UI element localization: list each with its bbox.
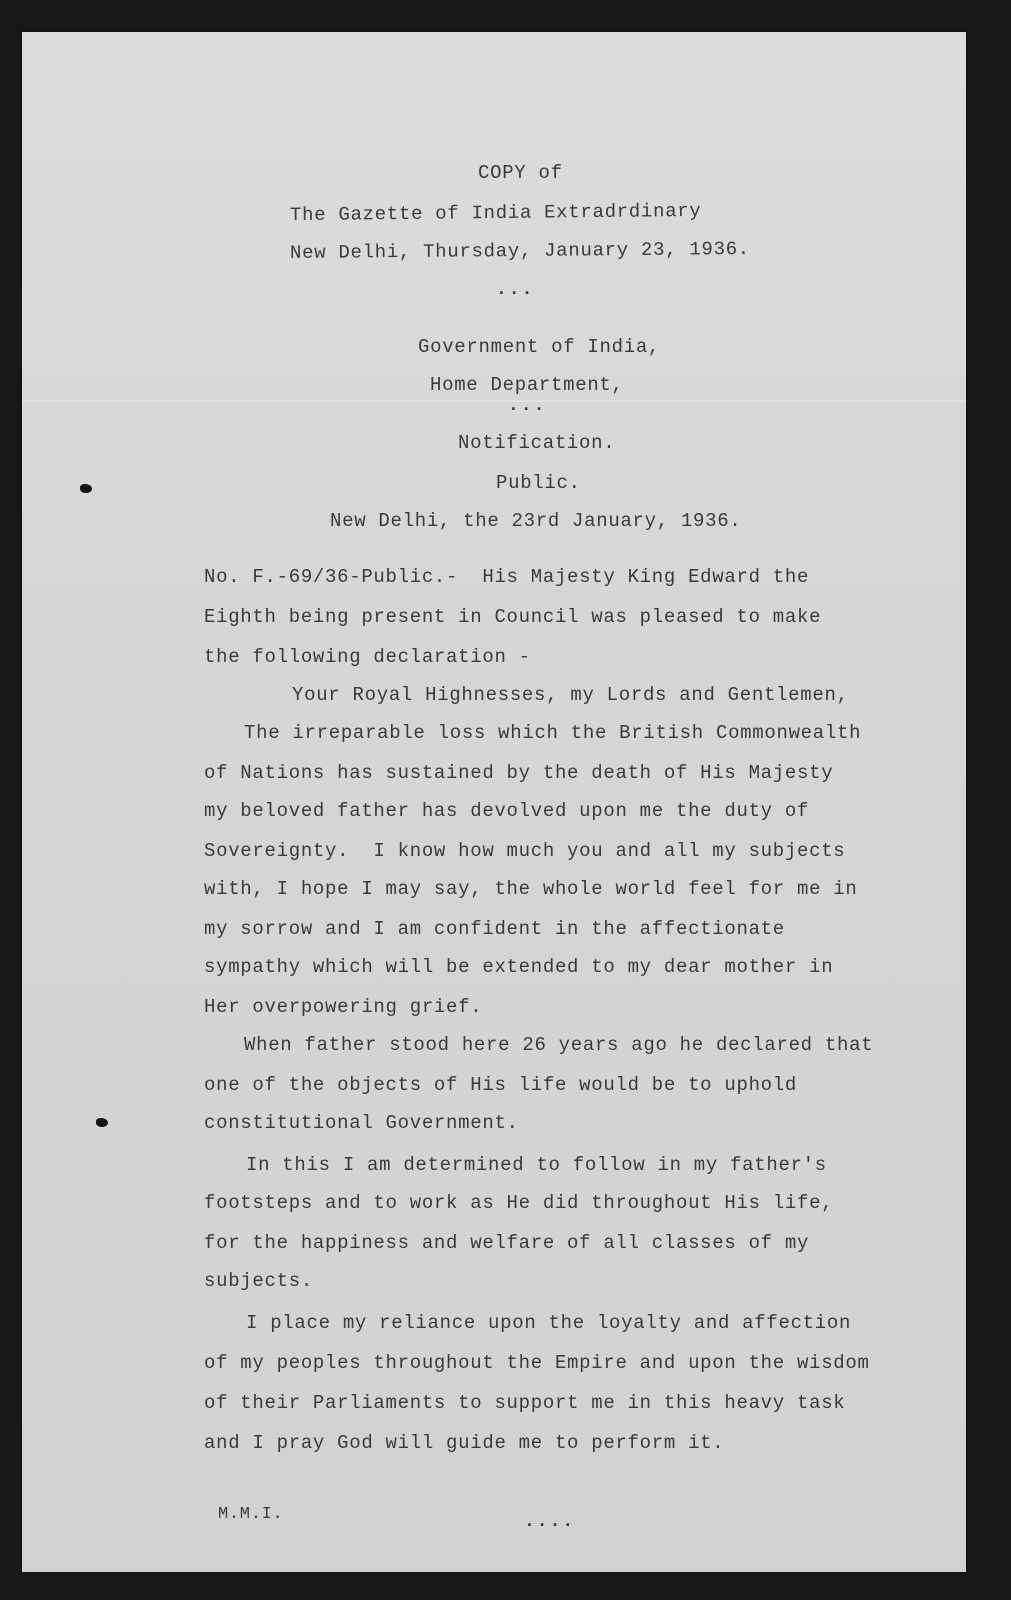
notification-heading: Notification. (458, 432, 616, 454)
body-line: of their Parliaments to support me in this heavy task (204, 1392, 846, 1414)
body-line: of Nations has sustained by the death of His Majesty (204, 762, 834, 784)
copy-of-heading: COPY of (478, 162, 563, 184)
body-line: of my peoples throughout the Empire and upon the wisdom (204, 1352, 870, 1374)
category-heading: Public. (496, 472, 581, 494)
body-line: my beloved father has devolved upon me the duty of (204, 800, 810, 822)
salutation-line: Your Royal Highnesses, my Lords and Gentlemen, (292, 684, 849, 706)
body-line: constitutional Government. (204, 1112, 519, 1134)
body-line: footsteps and to work as He did throughout His life, (204, 1192, 834, 1214)
gazette-place-date: New Delhi, Thursday, January 23, 1936. (289, 237, 750, 265)
body-line: my sorrow and I am confident in the affectionate (204, 918, 785, 940)
separator-dots: ... (508, 396, 547, 416)
government-line: Government of India, (418, 336, 661, 358)
punch-hole-lower (96, 1118, 108, 1127)
body-line: one of the objects of His life would be to uphold (204, 1074, 797, 1096)
body-line: the following declaration - (204, 646, 531, 668)
body-line: The irreparable loss which the British Commonwealth (244, 722, 862, 744)
body-line: In this I am determined to follow in my father's (246, 1154, 827, 1176)
body-line: with, I hope I may say, the whole world feel for me in (204, 878, 858, 900)
body-line: Eighth being present in Council was pleased to make (204, 606, 822, 628)
body-line: Sovereignty. I know how much you and all my subjects (204, 840, 846, 862)
body-line: and I pray God will guide me to perform it. (204, 1432, 725, 1454)
body-line: Her overpowering grief. (204, 996, 483, 1018)
body-line: for the happiness and welfare of all classes of my (204, 1232, 810, 1254)
separator-dots: ... (496, 280, 535, 300)
typist-initials: M.M.I. (218, 1505, 284, 1524)
end-marks: .... (524, 1512, 576, 1532)
gazette-title: The Gazette of India Extradrdinary (289, 199, 702, 227)
body-line: sympathy which will be extended to my dear mother in (204, 956, 834, 978)
body-line: When father stood here 26 years ago he declared that (244, 1034, 874, 1056)
body-line: No. F.-69/36-Public.- His Majesty King Edward the (204, 566, 810, 588)
typed-document-page (22, 32, 966, 1572)
department-line: Home Department, (430, 374, 624, 396)
punch-hole-upper (80, 484, 92, 493)
paper-fold-crease (22, 400, 966, 402)
body-line: subjects. (204, 1270, 313, 1292)
body-line: I place my reliance upon the loyalty and affection (246, 1312, 852, 1334)
notification-date: New Delhi, the 23rd January, 1936. (330, 510, 742, 532)
